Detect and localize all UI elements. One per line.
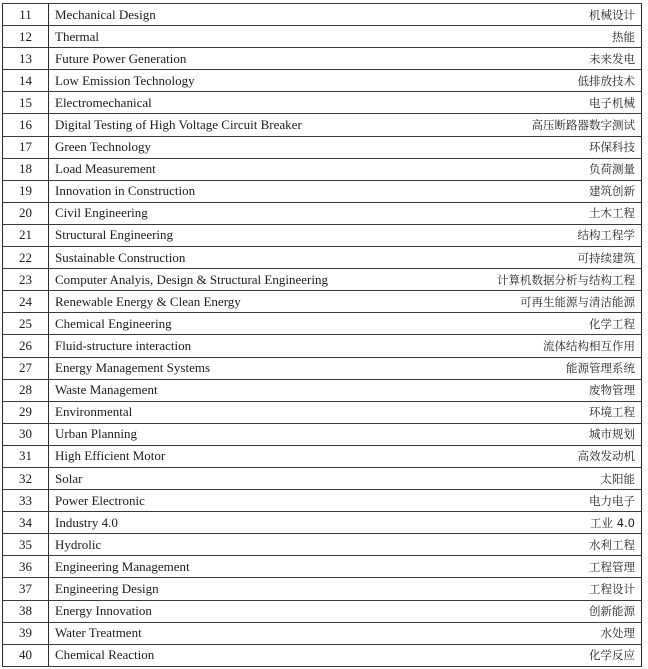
topic-english: Fluid-structure interaction	[49, 335, 440, 357]
table-row	[3, 4, 642, 26]
topic-chinese: 负荷测量	[439, 158, 641, 180]
topic-chinese: 城市规划	[439, 423, 641, 445]
row-number: 31	[3, 445, 49, 467]
row-number: 18	[3, 158, 49, 180]
topic-chinese: 未来发电	[439, 48, 641, 70]
topics-table	[2, 3, 642, 667]
row-number: 12	[3, 26, 49, 48]
row-number: 19	[3, 180, 49, 202]
row-number: 20	[3, 202, 49, 224]
table-row	[3, 401, 642, 423]
topic-english: Electromechanical	[49, 92, 440, 114]
row-number: 11	[3, 4, 49, 26]
table-row	[3, 578, 642, 600]
table-row	[3, 136, 642, 158]
topic-chinese: 电子机械	[439, 92, 641, 114]
table-row	[3, 202, 642, 224]
row-number: 25	[3, 313, 49, 335]
topic-english: Structural Engineering	[49, 224, 440, 246]
topic-english: Engineering Management	[49, 556, 440, 578]
table-row	[3, 534, 642, 556]
topic-chinese: 计算机数据分析与结构工程	[439, 269, 641, 291]
topic-chinese: 环境工程	[439, 401, 641, 423]
topic-chinese: 环保科技	[439, 136, 641, 158]
topic-english: Civil Engineering	[49, 202, 440, 224]
topic-chinese: 土木工程	[439, 202, 641, 224]
table-row	[3, 269, 642, 291]
topic-english: Computer Analyis, Design & Structural Engineering	[49, 269, 440, 291]
topic-chinese: 化学反应	[439, 644, 641, 666]
row-number: 23	[3, 269, 49, 291]
topic-chinese: 太阳能	[439, 467, 641, 489]
table-row	[3, 467, 642, 489]
table-row	[3, 247, 642, 269]
table-row	[3, 622, 642, 644]
row-number: 13	[3, 48, 49, 70]
table-row	[3, 114, 642, 136]
table-row	[3, 180, 642, 202]
table-row	[3, 70, 642, 92]
topic-english: Sustainable Construction	[49, 247, 440, 269]
topic-chinese: 水利工程	[439, 534, 641, 556]
row-number: 27	[3, 357, 49, 379]
topic-chinese: 高效发动机	[439, 445, 641, 467]
topic-english: Engineering Design	[49, 578, 440, 600]
table-row	[3, 379, 642, 401]
topic-english: Water Treatment	[49, 622, 440, 644]
topic-english: Innovation in Construction	[49, 180, 440, 202]
row-number: 37	[3, 578, 49, 600]
topic-english: Renewable Energy & Clean Energy	[49, 291, 440, 313]
topic-english: Thermal	[49, 26, 440, 48]
row-number: 15	[3, 92, 49, 114]
topic-chinese: 流体结构相互作用	[439, 335, 641, 357]
topic-chinese: 低排放技术	[439, 70, 641, 92]
row-number: 22	[3, 247, 49, 269]
topic-chinese: 机械设计	[439, 4, 641, 26]
topic-english: Energy Innovation	[49, 600, 440, 622]
topic-english: Hydrolic	[49, 534, 440, 556]
table-row	[3, 445, 642, 467]
table-row	[3, 26, 642, 48]
row-number: 32	[3, 467, 49, 489]
topic-chinese: 结构工程学	[439, 224, 641, 246]
topic-english: Mechanical Design	[49, 4, 440, 26]
topic-chinese: 高压断路器数字测试	[439, 114, 641, 136]
row-number: 40	[3, 644, 49, 666]
table-row	[3, 92, 642, 114]
topic-english: Environmental	[49, 401, 440, 423]
topic-chinese: 工业 4.0	[439, 512, 641, 534]
topic-chinese: 建筑创新	[439, 180, 641, 202]
table-row	[3, 335, 642, 357]
row-number: 29	[3, 401, 49, 423]
topic-english: Industry 4.0	[49, 512, 440, 534]
row-number: 17	[3, 136, 49, 158]
topic-chinese: 热能	[439, 26, 641, 48]
row-number: 21	[3, 224, 49, 246]
topic-chinese: 化学工程	[439, 313, 641, 335]
topics-table-body	[3, 4, 642, 667]
topic-chinese: 工程设计	[439, 578, 641, 600]
topic-chinese: 水处理	[439, 622, 641, 644]
topic-english: Urban Planning	[49, 423, 440, 445]
table-row	[3, 158, 642, 180]
topic-chinese: 创新能源	[439, 600, 641, 622]
topic-english: High Efficient Motor	[49, 445, 440, 467]
topic-chinese: 电力电子	[439, 490, 641, 512]
table-row	[3, 357, 642, 379]
topic-english: Future Power Generation	[49, 48, 440, 70]
topic-chinese: 废物管理	[439, 379, 641, 401]
row-number: 38	[3, 600, 49, 622]
topic-english: Green Technology	[49, 136, 440, 158]
table-row	[3, 291, 642, 313]
row-number: 24	[3, 291, 49, 313]
row-number: 39	[3, 622, 49, 644]
topic-chinese: 可持续建筑	[439, 247, 641, 269]
topic-chinese: 工程管理	[439, 556, 641, 578]
topic-english: Waste Management	[49, 379, 440, 401]
row-number: 16	[3, 114, 49, 136]
table-row	[3, 48, 642, 70]
table-row	[3, 490, 642, 512]
topic-english: Low Emission Technology	[49, 70, 440, 92]
row-number: 33	[3, 490, 49, 512]
topic-english: Chemical Reaction	[49, 644, 440, 666]
table-row	[3, 512, 642, 534]
topic-english: Chemical Engineering	[49, 313, 440, 335]
table-row	[3, 313, 642, 335]
row-number: 14	[3, 70, 49, 92]
table-row	[3, 224, 642, 246]
table-row	[3, 423, 642, 445]
table-row	[3, 600, 642, 622]
row-number: 34	[3, 512, 49, 534]
topic-english: Solar	[49, 467, 440, 489]
table-row	[3, 556, 642, 578]
row-number: 30	[3, 423, 49, 445]
topic-english: Energy Management Systems	[49, 357, 440, 379]
topic-chinese: 可再生能源与清洁能源	[439, 291, 641, 313]
row-number: 36	[3, 556, 49, 578]
topic-english: Load Measurement	[49, 158, 440, 180]
topic-chinese: 能源管理系统	[439, 357, 641, 379]
row-number: 28	[3, 379, 49, 401]
topic-english: Digital Testing of High Voltage Circuit Breaker	[49, 114, 440, 136]
table-row	[3, 644, 642, 666]
row-number: 26	[3, 335, 49, 357]
row-number: 35	[3, 534, 49, 556]
topic-english: Power Electronic	[49, 490, 440, 512]
